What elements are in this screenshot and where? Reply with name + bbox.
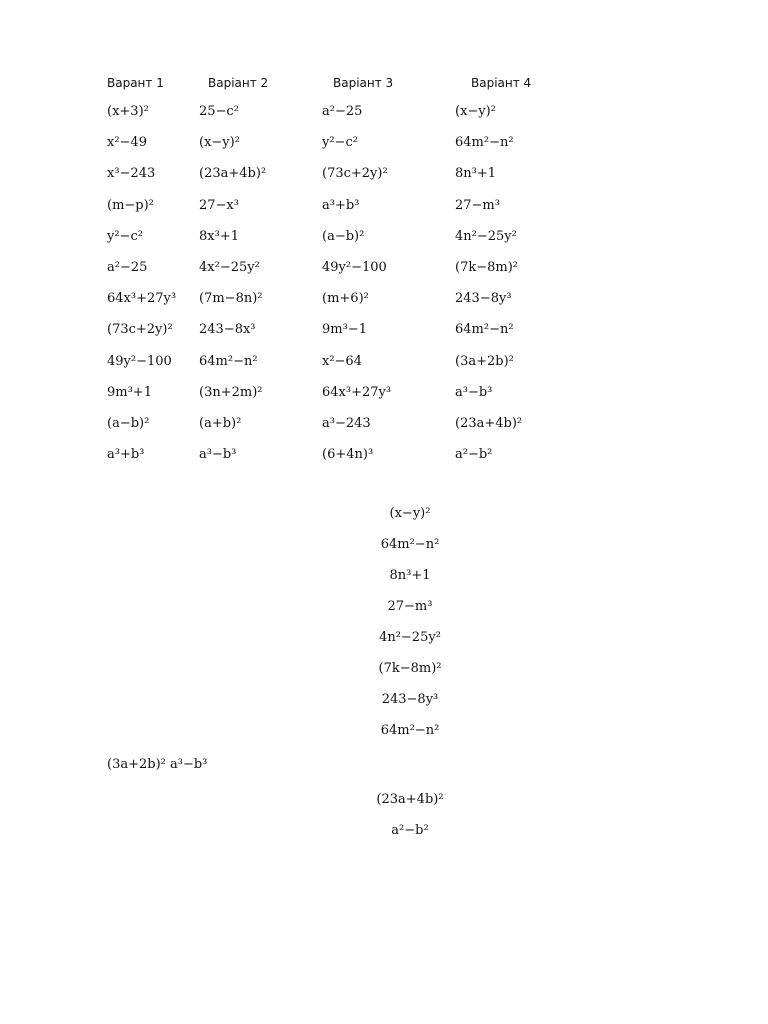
centered-expression: 8n³+1 xyxy=(389,568,431,583)
header-variant-2: Варіант 2 xyxy=(208,76,269,90)
expression-cell: (a−b)² xyxy=(322,228,365,244)
centered-expression: 27−m³ xyxy=(387,599,433,614)
expression-cell: a³−243 xyxy=(322,416,371,431)
expression-cell: a²−25 xyxy=(322,104,363,119)
expression-cell: (7m−8n)² xyxy=(199,291,263,307)
expression-cell: 49y²−100 xyxy=(322,260,387,275)
expression-cell: 25−c² xyxy=(199,104,239,119)
expression-cell: 9m³−1 xyxy=(322,322,367,338)
centered-expression: 64m²−n² xyxy=(380,537,440,552)
expression-cell: (x−y)² xyxy=(199,135,240,151)
expression-cell: (3n+2m)² xyxy=(199,384,263,400)
expression-cell: 4x²−25y² xyxy=(199,260,260,275)
expression-cell: (a+b)² xyxy=(199,416,242,431)
centered-expression: (x−y)² xyxy=(389,506,431,521)
centered-expression: a²−b² xyxy=(391,823,429,838)
expression-cell: (x+3)² xyxy=(107,104,149,119)
header-variant-4: Варіант 4 xyxy=(471,76,532,90)
centered-expression: (7k−8m)² xyxy=(378,661,442,676)
expression-cell: (m−p)² xyxy=(107,197,154,213)
expression-cell: 64x³+27y³ xyxy=(322,384,392,400)
centered-expression: 4n²−25y² xyxy=(379,630,441,645)
centered-expression: 243−8y³ xyxy=(381,692,439,707)
expression-cell: (a−b)² xyxy=(107,416,150,431)
expression-cell: 9m³+1 xyxy=(107,384,152,400)
expression-cell: 64m²−n² xyxy=(199,353,258,369)
expression-cell: 27−x³ xyxy=(199,197,239,213)
expression-cell: a²−25 xyxy=(107,260,148,275)
expression-cell: y²−c² xyxy=(322,135,358,151)
expression-cell: (7k−8m)² xyxy=(455,260,518,275)
expression-cell: 64x³+27y³ xyxy=(107,291,177,307)
expression-cell: (73c+2y)² xyxy=(107,322,173,338)
expression-cell: (6+4n)³ xyxy=(322,447,374,463)
centered-expression: 64m²−n² xyxy=(380,723,440,738)
expression-cell: (x−y)² xyxy=(455,104,496,119)
expression-cell: y²−c² xyxy=(107,228,143,244)
expression-cell: a³+b³ xyxy=(107,447,145,463)
expression-cell: 8x³+1 xyxy=(199,228,239,244)
header-variant-1: Варант 1 xyxy=(107,76,164,90)
expression-cell: a³+b³ xyxy=(322,197,360,213)
expression-cell: (23a+4b)² xyxy=(455,416,523,431)
expression-cell: (m+6)² xyxy=(322,291,369,307)
expression-cell: 243−8x³ xyxy=(199,322,256,338)
expression-cell: 64m²−n² xyxy=(455,322,514,338)
expression-cell: (23a+4b)² xyxy=(199,166,267,182)
expression-cell: x²−64 xyxy=(322,353,362,369)
expression-cell: 49y²−100 xyxy=(107,353,172,369)
expression-cell: a²−b² xyxy=(455,447,493,463)
expression-cell: 64m²−n² xyxy=(455,135,514,151)
centered-expression: (23a+4b)² xyxy=(376,792,444,807)
expression-cell: 4n²−25y² xyxy=(455,228,517,244)
expression-cell: x³−243 xyxy=(107,166,156,182)
expression-cell: 243−8y³ xyxy=(455,291,512,307)
lower-left-expression-line: (3a+2b)² a³−b³ xyxy=(107,757,208,772)
expression-cell: 27−m³ xyxy=(455,197,500,213)
header-variant-3: Варіант 3 xyxy=(333,76,394,90)
expression-cell: (3a+2b)² xyxy=(455,353,514,369)
expression-cell: x²−49 xyxy=(107,135,147,151)
expression-cell: a³−b³ xyxy=(455,384,493,400)
expression-cell: a³−b³ xyxy=(199,447,237,463)
expression-cell: 8n³+1 xyxy=(455,166,497,182)
expression-cell: (73c+2y)² xyxy=(322,166,388,182)
